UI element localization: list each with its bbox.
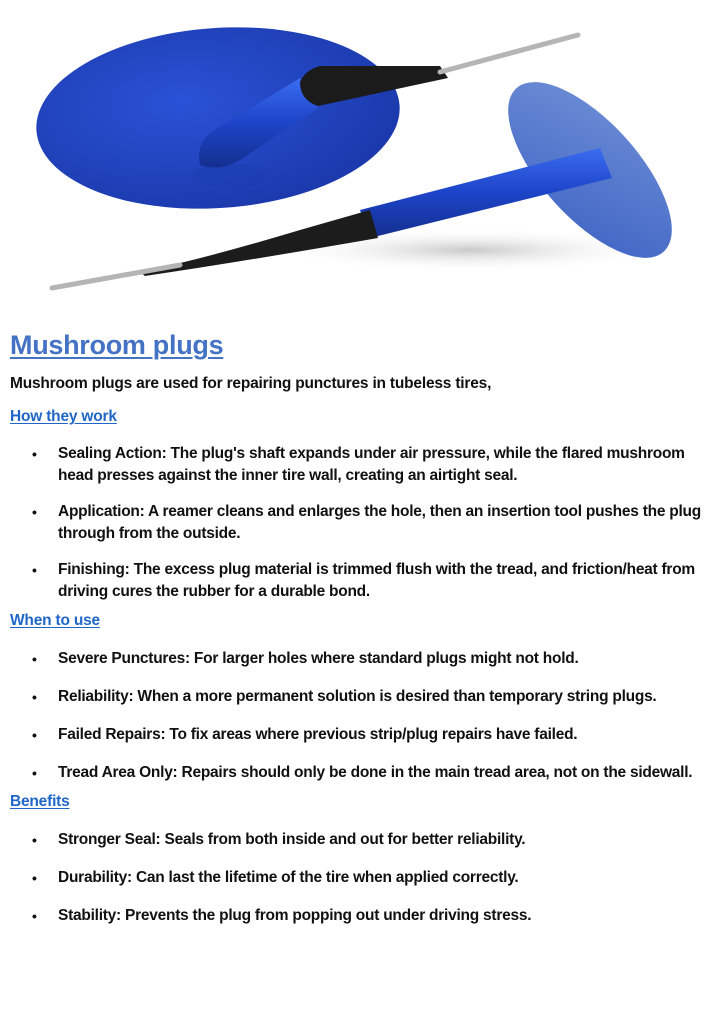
benefits-list	[10, 829, 722, 927]
bullet-icon: •	[32, 727, 37, 743]
list-item: • Reliability: When a more permanent solution is desired than temporary string plugs.	[10, 686, 722, 708]
list-item: • Severe Punctures: For larger holes where standard plugs might not hold.	[10, 648, 722, 670]
document-body	[10, 326, 722, 927]
list-item: • Finishing: The excess plug material is trimmed flush with the tread, and friction/heat from driving cures the rubber for a durable bond.	[32, 561, 695, 600]
bullet-icon: •	[32, 870, 37, 886]
how-they-work-list	[10, 443, 722, 603]
plug-illustration	[0, 0, 725, 300]
section-heading-benefits: Benefits	[10, 793, 70, 810]
mushroom-plugs-photo	[0, 0, 725, 300]
section-heading-how-they-work: How they work	[10, 408, 117, 425]
bullet-icon: •	[32, 651, 37, 667]
when-to-use-list	[10, 648, 722, 784]
bullet-icon: •	[32, 504, 37, 520]
list-item: • Stronger Seal: Seals from both inside and out for better reliability.	[10, 829, 722, 851]
bullet-icon: •	[32, 562, 37, 578]
intro-text: Mushroom plugs are used for repairing punctures in tubeless tires,	[10, 375, 492, 392]
list-item: • Failed Repairs: To fix areas where previous strip/plug repairs have failed.	[10, 724, 722, 746]
list-item: • Tread Area Only: Repairs should only be done in the main tread area, not on the sidewall.	[10, 762, 722, 784]
section-heading-when-to-use: When to use	[10, 612, 100, 629]
bullet-icon: •	[32, 908, 37, 924]
bullet-icon: •	[32, 832, 37, 848]
bullet-icon: •	[32, 689, 37, 705]
list-item: • Application: A reamer cleans and enlarges the hole, then an insertion tool pushes the plug through from the outside.	[32, 503, 701, 542]
bullet-icon: •	[32, 446, 37, 462]
list-item: • Stability: Prevents the plug from popping out under driving stress.	[10, 905, 722, 927]
bullet-icon: •	[32, 765, 37, 781]
page-title: Mushroom plugs	[10, 330, 224, 360]
list-item: • Sealing Action: The plug's shaft expands under air pressure, while the flared mushroom head presses against the inner tire wall, creating an airtight seal.	[32, 445, 685, 484]
list-item: • Durability: Can last the lifetime of the tire when applied correctly.	[10, 867, 722, 889]
